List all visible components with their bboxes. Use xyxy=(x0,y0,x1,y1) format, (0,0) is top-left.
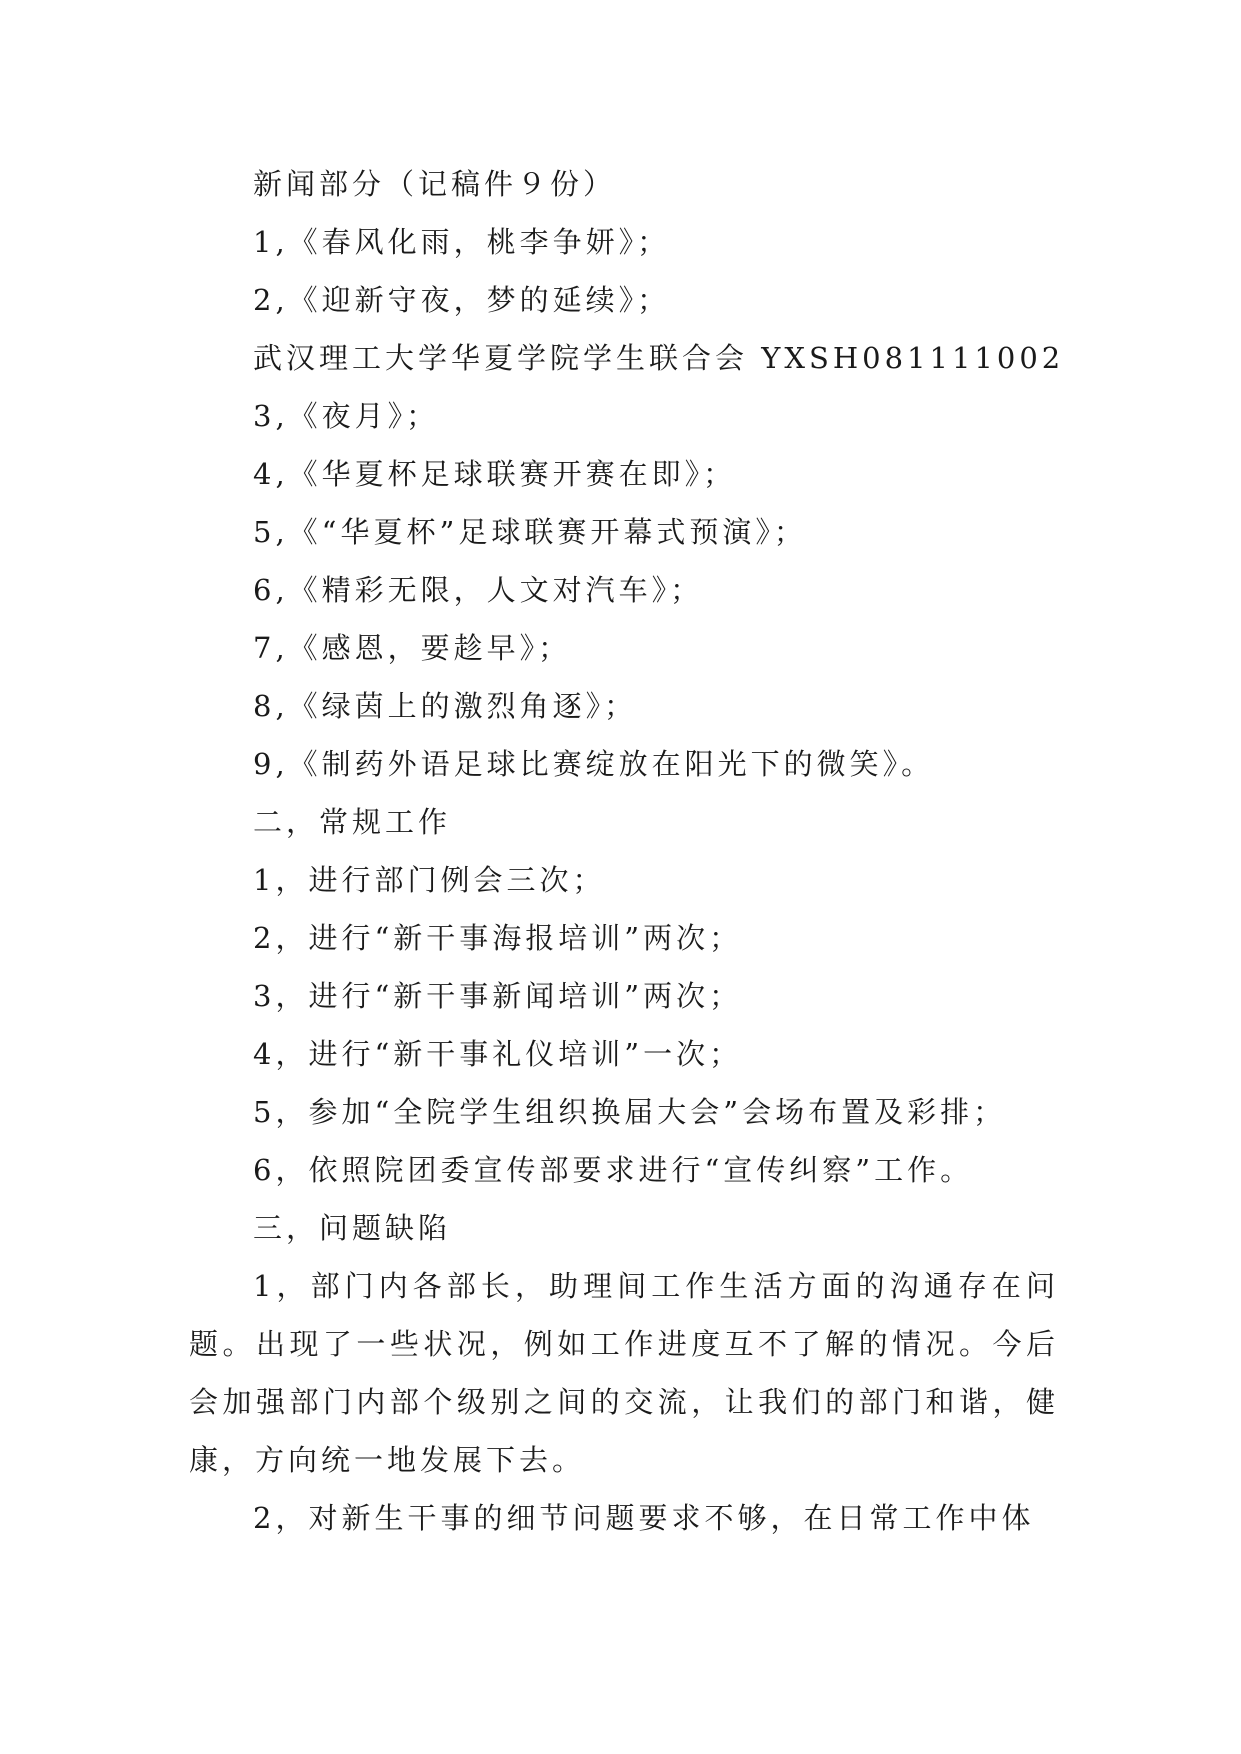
routine-item-3: 3，进行“新干事新闻培训”两次； xyxy=(253,979,743,1013)
header-org-line: 武汉理工大学华夏学院学生联合会 YXSH081111002 xyxy=(253,341,1065,375)
problem-paragraph-1: 1，部门内各部长，助理间工作生活方面的沟通存在问题。出现了一些状况，例如工作进度互不了解的情况。今后会加强部门内部个级别之间的交流，让我们的部门和谐，健康，方向统一地发展下去。 xyxy=(189,1269,1059,1477)
news-item-1: 1,《春风化雨，桃李争妍》； xyxy=(253,225,671,259)
news-item-5: 5,《“华夏杯”足球联赛开幕式预演》； xyxy=(253,515,807,549)
problem-paragraph-2: 2，对新生干事的细节问题要求不够，在日常工作中体 xyxy=(253,1501,1035,1535)
section-heading-problems: 三，问题缺陷 xyxy=(253,1211,452,1245)
routine-item-5: 5，参加“全院学生组织换届大会”会场布置及彩排； xyxy=(253,1095,1007,1129)
news-item-6: 6,《精彩无限，人文对汽车》； xyxy=(253,573,704,607)
section-heading-routine-work: 二，常规工作 xyxy=(253,805,452,839)
document-body xyxy=(189,155,1065,1547)
news-item-7: 7,《感恩，要趁早》； xyxy=(253,631,572,665)
routine-item-6: 6，依照院团委宣传部要求进行“宣传纠察”工作。 xyxy=(253,1153,974,1187)
section-heading-news: 新闻部分（记稿件９份） xyxy=(253,167,617,201)
news-item-8: 8,《绿茵上的激烈角逐》； xyxy=(253,689,638,723)
news-item-3: 3,《夜月》； xyxy=(253,399,440,433)
routine-item-4: 4，进行“新干事礼仪培训”一次； xyxy=(253,1037,743,1071)
routine-item-1: 1，进行部门例会三次； xyxy=(253,863,606,897)
news-item-2: 2,《迎新守夜，梦的延续》； xyxy=(253,283,671,317)
news-item-9: 9,《制药外语足球比赛绽放在阳光下的微笑》。 xyxy=(253,747,935,781)
news-item-4: 4,《华夏杯足球联赛开赛在即》； xyxy=(253,457,737,491)
routine-item-2: 2，进行“新干事海报培训”两次； xyxy=(253,921,743,955)
